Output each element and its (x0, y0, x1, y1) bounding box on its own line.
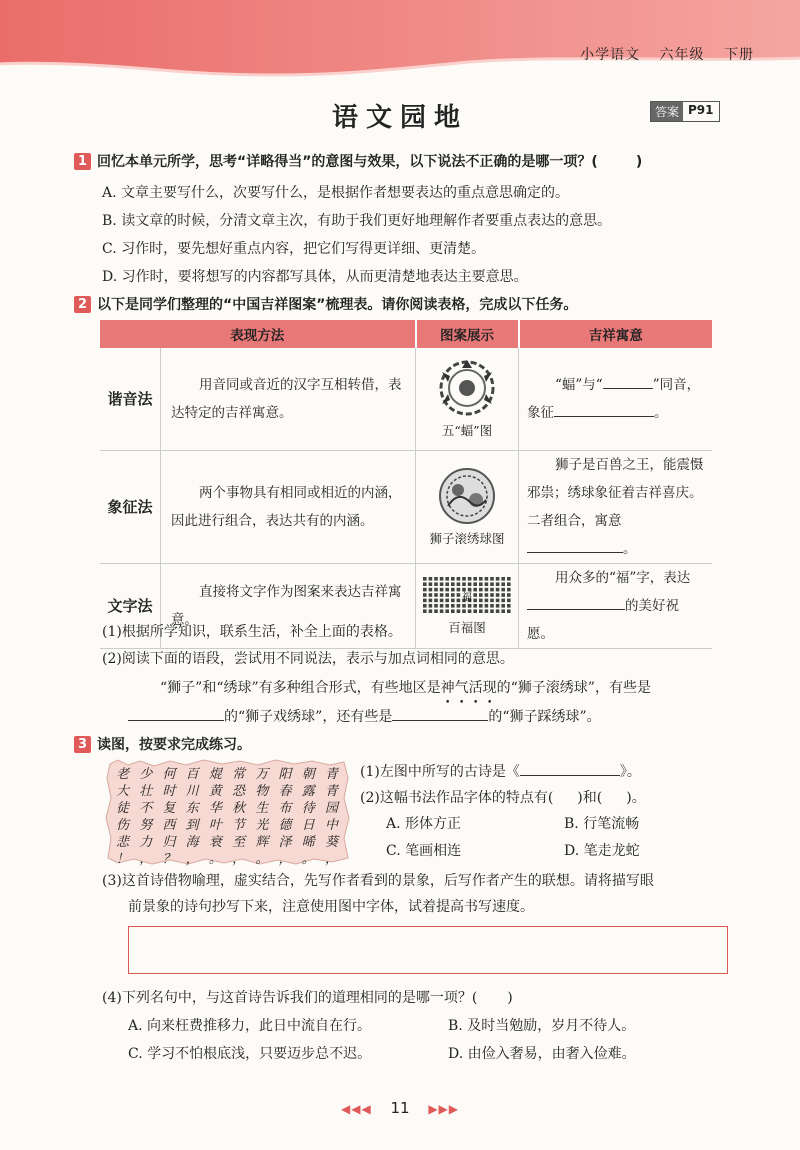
fu-char-mark (479, 582, 483, 586)
fu-char-mark (473, 577, 477, 581)
fu-char-mark (434, 604, 438, 608)
fu-char-mark (496, 599, 500, 603)
fu-char-mark (434, 609, 438, 613)
fu-char-mark (485, 577, 489, 581)
fu-char-mark (451, 588, 455, 592)
fu-char-mark (496, 593, 500, 597)
lion-ball-image (434, 466, 500, 526)
fu-char-mark (490, 582, 494, 586)
fu-char-mark (507, 582, 511, 586)
fu-char-mark (457, 588, 461, 592)
prev-arrows-icon: ◀◀◀ (340, 1102, 372, 1116)
answer-page: P91 (688, 103, 714, 117)
fu-char-mark (434, 582, 438, 586)
fu-char-mark (440, 582, 444, 586)
fu-char-mark (496, 588, 500, 592)
fu-char-mark (501, 582, 505, 586)
blank-text-meaning[interactable] (527, 595, 625, 610)
blank-homophone-meaning[interactable] (554, 402, 654, 417)
blank-symbolic-meaning[interactable] (527, 538, 623, 553)
fu-char-mark (423, 582, 427, 586)
q1-number: 1 (74, 153, 91, 170)
fu-char-mark (490, 599, 494, 603)
fu-char-mark (423, 604, 427, 608)
fu-char-mark (423, 593, 427, 597)
page-title: 语文园地 (331, 103, 468, 133)
poem-column: 百 川 东 到 海 ， (185, 767, 199, 867)
fu-char-mark (485, 599, 489, 603)
q3-s4-option-c: C. 学习不怕根底浅，只要迈步总不迟。 (128, 1046, 372, 1062)
q2-sub2: (2)阅读下面的语段，尝试用不同说法，表示与加点词相同的意思。 (102, 651, 514, 667)
table-row-symbolic (100, 450, 712, 563)
pattern-cell-lion (416, 450, 519, 563)
fu-char-mark (462, 582, 466, 586)
answer-label: 答案 (651, 102, 683, 121)
blank-homophone-char[interactable] (603, 374, 653, 389)
q3-s4-option-b: B. 及时当勉励，岁月不待人。 (448, 1018, 636, 1034)
caption-fu: 百福图 (448, 620, 486, 635)
q3-s3-line2: 前景象的诗句抄写下来，注意使用图中字体，试着提高书写速度。 (128, 899, 534, 915)
fu-char-mark (468, 577, 472, 581)
fu-char-mark (490, 588, 494, 592)
q3-s1: (1)左图中所写的古诗是《 》。 (360, 761, 641, 781)
poem-column: 常 恐 秋 节 至 ， (232, 767, 246, 867)
fu-char-mark (445, 577, 449, 581)
fu-char-mark (496, 609, 500, 613)
poem-column: 老 大 徒 伤 悲 ！ (116, 767, 130, 867)
q3-s2-option-b: B. 行笔流畅 (564, 816, 640, 832)
fu-char-mark (429, 588, 433, 592)
fu-char-mark (479, 604, 483, 608)
fu-char-mark (496, 577, 500, 581)
fu-char-mark (462, 577, 466, 581)
fu-char-mark (490, 577, 494, 581)
fu-char-mark (473, 588, 477, 592)
poem-column: 朝 露 待 日 晞 。 (301, 767, 315, 867)
next-arrows-icon: ▶▶▶ (428, 1102, 460, 1116)
q3-s2-option-c: C. 笔画相连 (386, 843, 462, 859)
fu-char-mark (468, 609, 472, 613)
fu-char-mark (462, 604, 466, 608)
q2-number: 2 (74, 296, 91, 313)
fu-char-mark (429, 609, 433, 613)
desc-text: 直接将文字作为图案来表达吉祥寓意。 (161, 563, 416, 648)
fu-char-mark (440, 588, 444, 592)
blank-passage-1[interactable] (128, 706, 224, 721)
pattern-cell-bats (416, 348, 519, 450)
fu-char-mark (457, 593, 461, 597)
q3-number: 3 (74, 736, 91, 753)
fu-char-mark (507, 588, 511, 592)
poem-column: 少 壮 不 努 力 ， (139, 767, 153, 867)
fu-char-mark (501, 577, 505, 581)
fu-char-mark (501, 609, 505, 613)
q3-s3-line1: (3)这首诗借物喻理，虚实结合，先写作者看到的景象，后写作者产生的联想。请将描写眼 (102, 873, 654, 889)
dotted-word (441, 680, 497, 696)
page-footer (0, 1099, 800, 1117)
fu-char-mark (501, 604, 505, 608)
fu-char-mark (434, 588, 438, 592)
th-method: 表现方法 (100, 320, 416, 348)
fu-char-mark (507, 609, 511, 613)
q1-option-d: D. 习作时，要将想写的内容都写具体，从而更清楚地表达主要意思。 (102, 269, 528, 285)
meaning-text: 用众多的“福”字，表达 的美好祝愿。 (519, 563, 713, 648)
fu-char-mark (479, 588, 483, 592)
th-meaning: 吉祥寓意 (519, 320, 713, 348)
fu-char-mark (451, 593, 455, 597)
q2-passage-line1: “狮子”和“绣球”有多种组合形式，有些地区是神气活现的“狮子滚绣球”，有些是 (160, 680, 651, 696)
answer-ref (650, 101, 720, 122)
blank-poem-title[interactable] (520, 761, 620, 776)
fu-char-mark (457, 582, 461, 586)
fu-char-mark (479, 593, 483, 597)
poem-column: 何 时 复 西 归 ？ (162, 767, 176, 867)
fu-char-mark (457, 609, 461, 613)
fu-char-mark (429, 577, 433, 581)
fu-char-mark (507, 577, 511, 581)
poem-column: 焜 黄 华 叶 衰 。 (208, 767, 222, 867)
fu-center-char: 福 (462, 592, 472, 603)
fu-char-mark (451, 599, 455, 603)
desc-homophone: 用音同或音近的汉字互相转借，表达特定的吉祥寓意。 (161, 348, 416, 450)
meaning-symbolic: 狮子是百兽之王，能震慑邪祟；绣球象征着吉祥喜庆。二者组合，寓意。 (519, 450, 713, 563)
method-homophone: 谐音法 (100, 348, 161, 450)
q3-s2: (2)这幅书法作品字体的特点有( )和( )。 (360, 790, 646, 806)
fu-char-mark (462, 609, 466, 613)
q3-s4-option-d: D. 由俭入奢易，由奢入俭难。 (448, 1046, 636, 1062)
fu-char-mark (440, 599, 444, 603)
header-volume: 下册 (724, 47, 754, 63)
q3-s2-option-a: A. 形体方正 (386, 816, 462, 832)
fu-char-mark (501, 588, 505, 592)
fu-char-mark (468, 604, 472, 608)
fu-char-mark (490, 609, 494, 613)
th-pattern: 图案展示 (416, 320, 519, 348)
fu-char-mark (451, 609, 455, 613)
fu-char-mark (468, 588, 472, 592)
fu-char-mark (473, 609, 477, 613)
fu-char-mark (440, 593, 444, 597)
fu-char-mark (485, 582, 489, 586)
calligraphy-image (104, 758, 350, 866)
fu-char-mark (429, 593, 433, 597)
dotted-char: 气 (454, 680, 469, 696)
fu-char-mark (434, 577, 438, 581)
fu-char-mark (423, 588, 427, 592)
fu-char-mark (473, 599, 477, 603)
fu-char-mark (423, 599, 427, 603)
fu-char-mark (479, 609, 483, 613)
table-row-homophone (100, 348, 712, 450)
fu-char-mark (496, 582, 500, 586)
fu-char-mark (485, 604, 489, 608)
fu-char-mark (457, 577, 461, 581)
fu-char-mark (440, 604, 444, 608)
fu-char-mark (434, 593, 438, 597)
page-number: 11 (390, 1099, 410, 1117)
fu-char-mark (434, 599, 438, 603)
q2-stem-text: 以下是同学们整理的“中国吉祥图案”梳理表。请你阅读表格，完成以下任务。 (97, 297, 578, 313)
fu-char-mark (429, 582, 433, 586)
q3-s2-option-d: D. 笔走龙蛇 (564, 843, 640, 859)
meaning-homophone: “蝠”与“ ”同音， 象征 。 (519, 348, 713, 450)
q3-s4-option-a: A. 向来枉费推移力，此日中流自在行。 (128, 1018, 372, 1034)
q1-option-c: C. 习作时，要先想好重点内容，把它们写得更详细、更清楚。 (102, 241, 486, 257)
desc-symbolic: 两个事物具有相同或相近的内涵，因此进行组合，表达共有的内涵。 (161, 450, 416, 563)
fu-char-mark (445, 599, 449, 603)
caption-lion: 狮子滚绣球图 (429, 531, 505, 546)
header-subject: 小学语文 (580, 47, 641, 63)
fu-char-mark (507, 604, 511, 608)
q1-option-b: B. 读文章的时候，分清文章主次，有助于我们更好地理解作者要重点表达的意思。 (102, 213, 612, 229)
fu-char-mark (451, 604, 455, 608)
poem-column: 万 物 生 光 辉 。 (255, 767, 269, 867)
poem-columns (116, 766, 338, 867)
q1-stem-b: 的意图与效果，以下说法不正确的是哪一项？( (311, 154, 598, 170)
q2-sub1: (1)根据所学知识，联系生活，补全上面的表格。 (102, 624, 402, 640)
fu-char-mark (473, 604, 477, 608)
fu-char-mark (479, 599, 483, 603)
fu-char-mark (485, 593, 489, 597)
fu-char-mark (501, 593, 505, 597)
q1-option-a: A. 文章主要写什么，次要写什么，是根据作者想要表达的重点意思确定的。 (102, 185, 570, 201)
fu-char-mark (445, 609, 449, 613)
q3-s4: (4)下列名句中，与这首诗告诉我们的道理相同的是哪一项？( ) (102, 990, 513, 1006)
fu-char-mark (473, 582, 477, 586)
fu-char-mark (485, 609, 489, 613)
fu-char-mark (445, 582, 449, 586)
fu-char-mark (479, 577, 483, 581)
q1-stem-c: ) (635, 154, 643, 170)
header-grade: 六年级 (659, 47, 705, 63)
fu-char-mark (451, 582, 455, 586)
pattern-cell-fu (416, 563, 519, 648)
q2-passage-line2: 的“狮子戏绣球”，还有些是 的“狮子踩绣球”。 (128, 706, 601, 726)
dotted-char: 神 (440, 680, 455, 696)
fu-char-mark (451, 577, 455, 581)
fu-char-mark (490, 593, 494, 597)
q1-stem (74, 151, 642, 171)
dotted-char: 活 (468, 680, 483, 696)
fu-char-mark (445, 604, 449, 608)
header-info (566, 44, 754, 64)
method-text: 文字法 (100, 563, 161, 648)
fu-char-mark (490, 604, 494, 608)
fu-char-mark (429, 604, 433, 608)
fu-char-mark (496, 604, 500, 608)
fu-char-mark (445, 588, 449, 592)
fu-char-mark (423, 577, 427, 581)
blank-passage-2[interactable] (392, 706, 488, 721)
fu-char-mark (462, 588, 466, 592)
writing-box[interactable] (128, 926, 728, 974)
fu-char-mark (440, 609, 444, 613)
fu-char-mark (423, 609, 427, 613)
five-bats-image (434, 358, 500, 418)
fu-char-mark (445, 593, 449, 597)
dotted-char: 现 (482, 680, 497, 696)
fu-char-mark (507, 599, 511, 603)
fu-char-mark (473, 593, 477, 597)
fu-char-mark (440, 577, 444, 581)
auspicious-pattern-table (100, 320, 712, 649)
fu-char-mark (429, 599, 433, 603)
fu-char-mark (507, 593, 511, 597)
fu-char-mark (485, 588, 489, 592)
caption-bats: 五“蝠”图 (441, 423, 493, 439)
fu-char-mark (457, 599, 461, 603)
poem-column: 青 青 园 中 葵 ， (324, 767, 338, 867)
fu-char-mark (501, 599, 505, 603)
method-symbolic: 象征法 (100, 450, 161, 563)
q1-stem-quote: “详略得当” (237, 154, 312, 170)
hundred-fu-image (421, 575, 513, 615)
q1-stem-a: 回忆本单元所学，思考 (97, 154, 237, 170)
fu-char-mark (468, 582, 472, 586)
poem-column: 阳 春 布 德 泽 ， (278, 767, 292, 867)
fu-char-mark (457, 604, 461, 608)
q2-stem (74, 294, 577, 314)
q3-stem-text: 读图，按要求完成练习。 (97, 737, 251, 753)
q3-stem (74, 734, 251, 754)
